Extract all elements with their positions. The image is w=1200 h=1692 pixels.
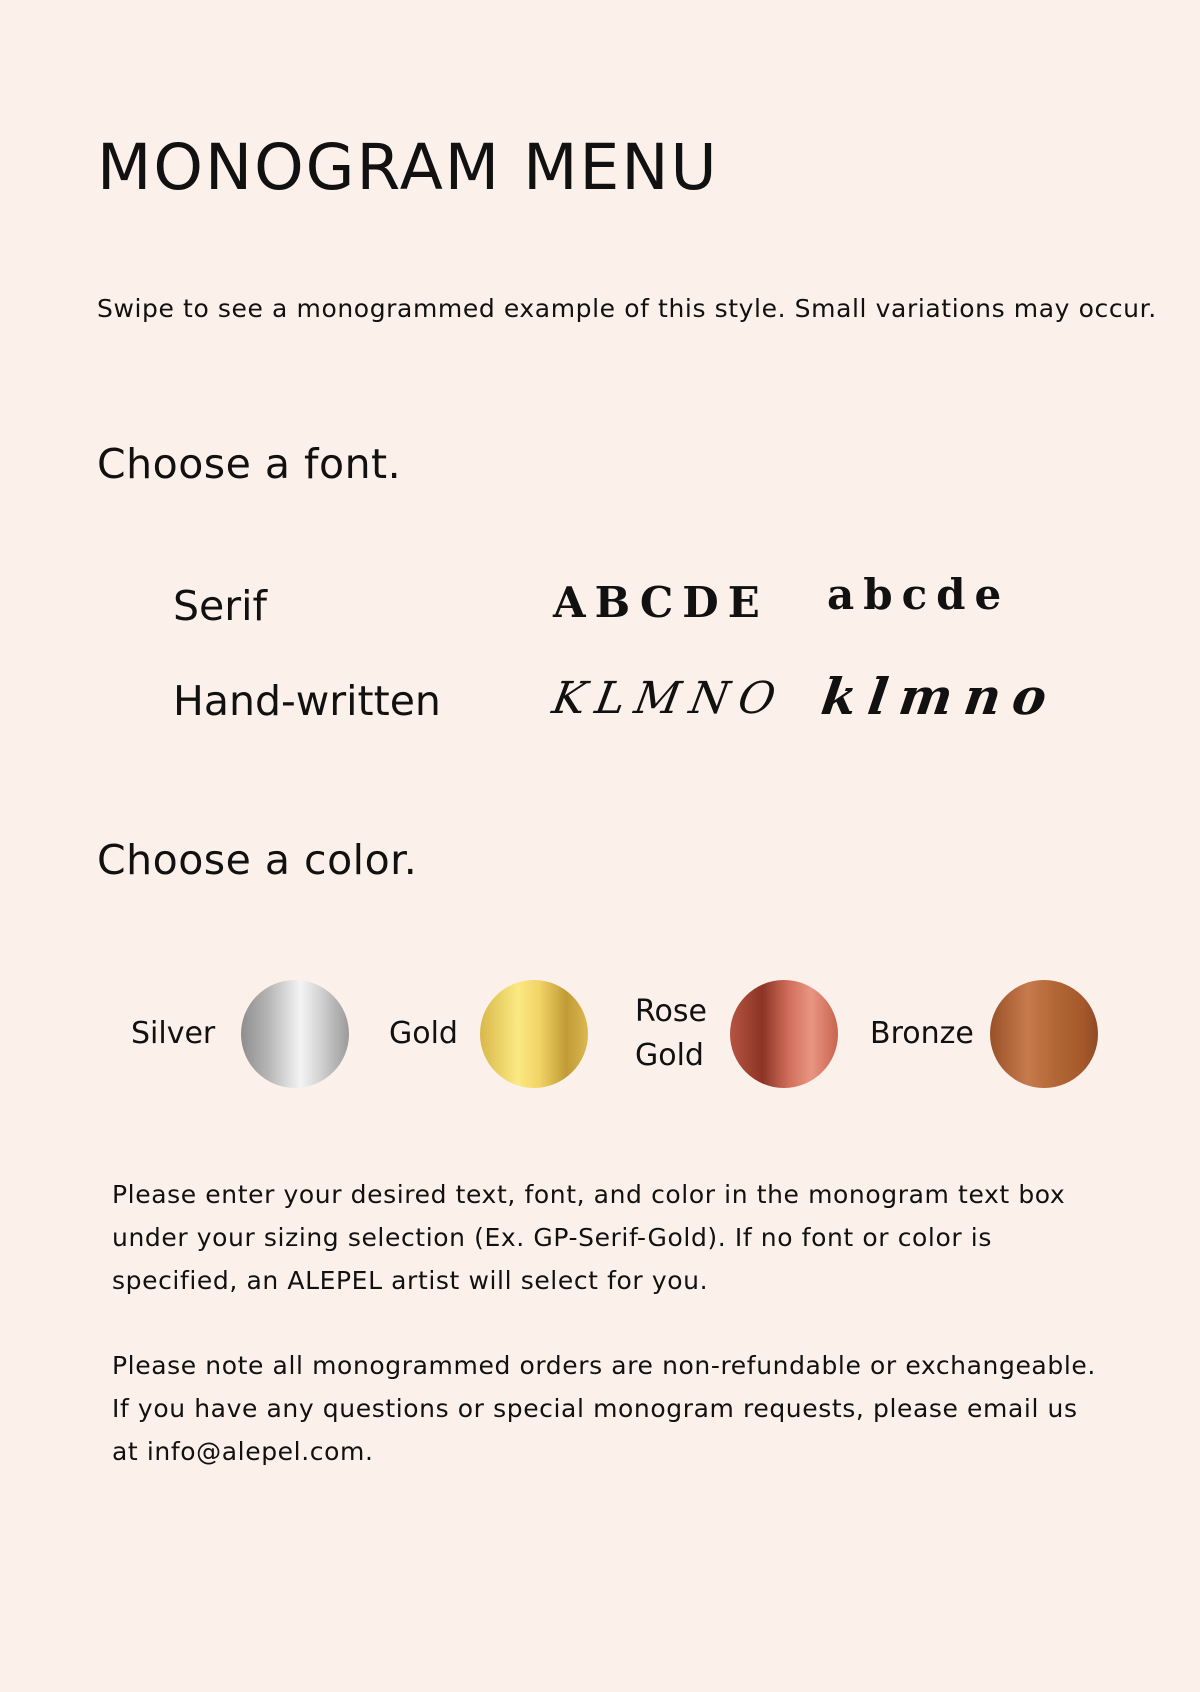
color-label-rose-gold: Rose Gold bbox=[635, 994, 707, 1073]
bronze-swatch bbox=[990, 980, 1098, 1088]
font-name-hand-written: Hand-written bbox=[173, 677, 441, 725]
silver-swatch bbox=[241, 980, 349, 1088]
gold-swatch bbox=[480, 980, 588, 1088]
color-label-bronze: Bronze bbox=[870, 1016, 974, 1051]
color-label-silver: Silver bbox=[131, 1016, 216, 1051]
refund-policy-paragraph: Please note all monogrammed orders are non-refundable or exchangeable. If you have any questions or special monogram requests, please email us at info@alepel.com. bbox=[112, 1351, 1096, 1466]
instructions-paragraph: Please enter your desired text, font, and color in the monogram text box under your sizing selection (Ex. GP-Serif-Gold). If no font or color is specified, an ALEPEL artist will select for you. bbox=[112, 1180, 1066, 1295]
color-label-gold: Gold bbox=[389, 1016, 458, 1051]
color-section-heading: Choose a color. bbox=[97, 836, 418, 884]
intro-text: Swipe to see a monogrammed example of this style. Small variations may occur. bbox=[97, 294, 1157, 323]
hand-written-uppercase-sample: KLMNO bbox=[548, 673, 790, 724]
font-option-serif bbox=[0, 570, 1200, 640]
serif-lowercase-sample: abcde bbox=[827, 570, 1011, 619]
font-option-hand-written bbox=[0, 665, 1200, 735]
font-section-heading: Choose a font. bbox=[97, 440, 402, 488]
color-options bbox=[0, 978, 1200, 1090]
page-title: MONOGRAM MENU bbox=[97, 131, 719, 204]
font-name-serif: Serif bbox=[173, 582, 267, 630]
rose-gold-swatch bbox=[730, 980, 838, 1088]
serif-uppercase-sample: ABCDE bbox=[553, 578, 769, 627]
hand-written-lowercase-sample: klmno bbox=[817, 667, 1063, 726]
